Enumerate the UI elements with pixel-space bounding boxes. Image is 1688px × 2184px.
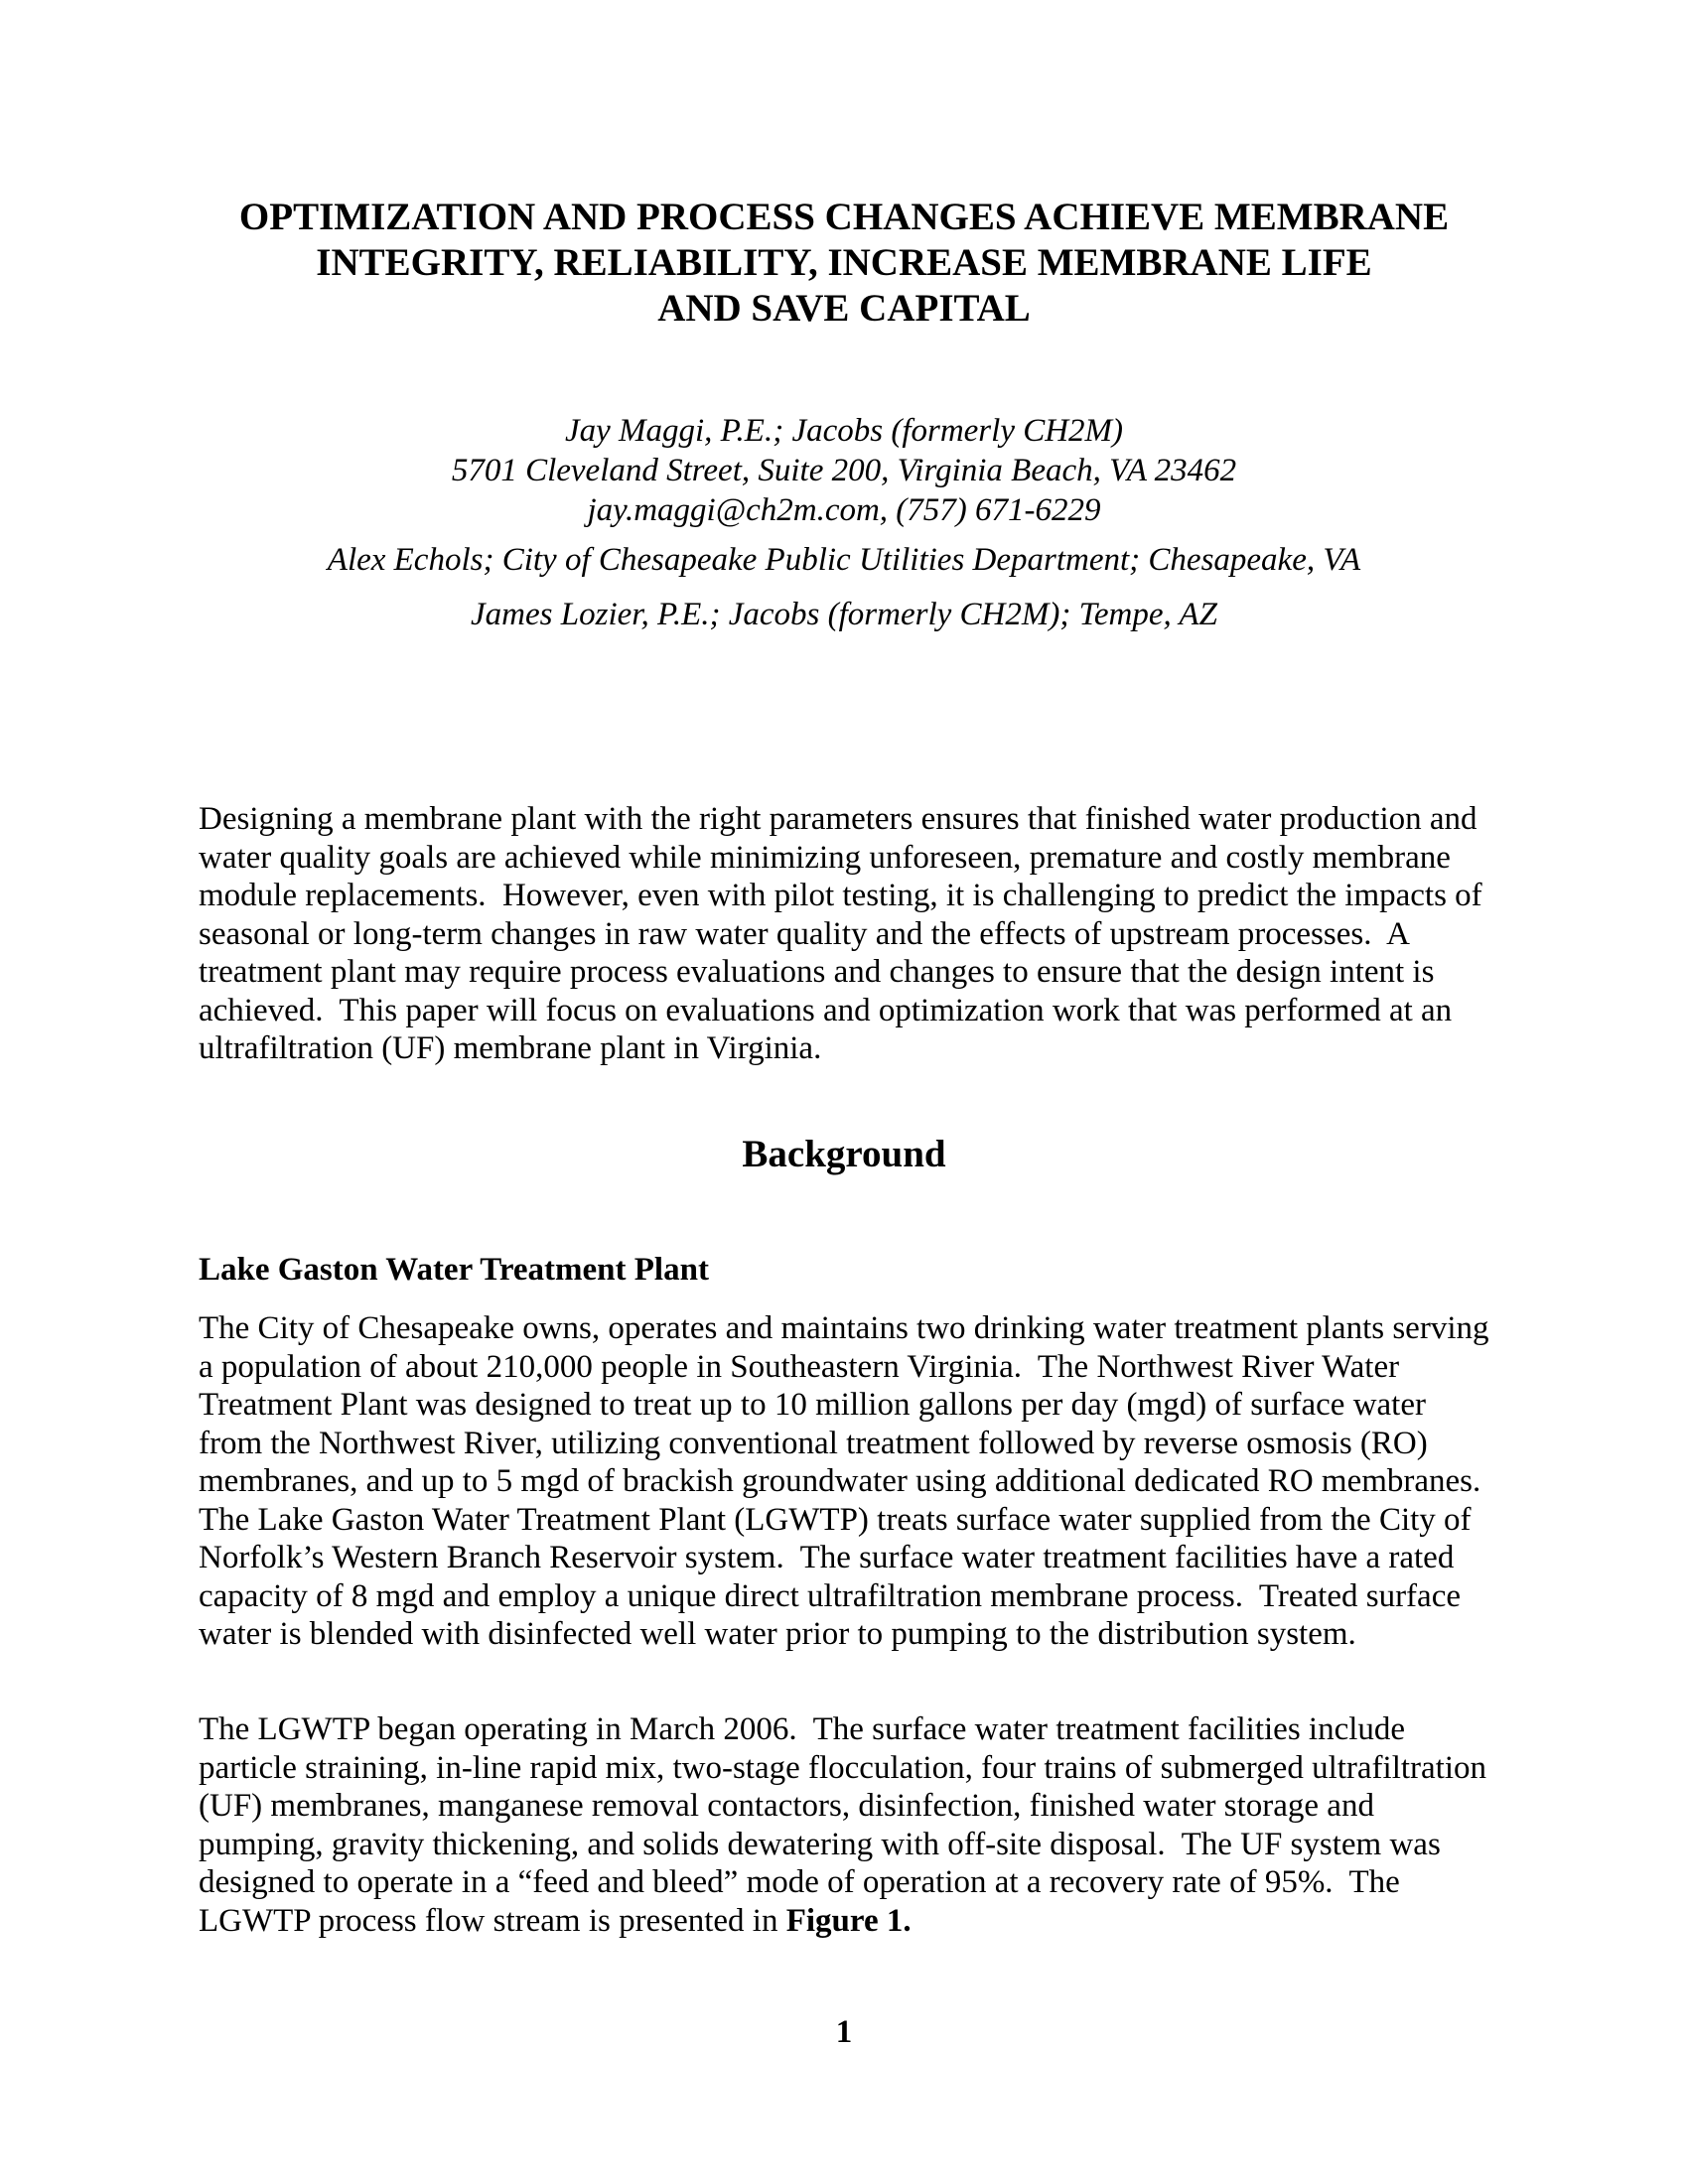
section-heading-background: Background xyxy=(742,1133,946,1176)
author-block-secondary xyxy=(199,540,1489,580)
author-block-tertiary xyxy=(199,595,1489,634)
title-line-1: OPTIMIZATION AND PROCESS CHANGES ACHIEVE MEMBRANE xyxy=(238,196,1450,238)
title-line-2: INTEGRITY, RELIABILITY, INCREASE MEMBRANE LIFE xyxy=(316,241,1372,284)
author-block-primary xyxy=(199,411,1489,530)
paragraph-text: The LGWTP began operating in March 2006. The surface water treatment facilities include particle straining, in-line rapid mix, two-stage flocculation, four trains of submerged ultrafiltration (UF) membranes, manganese removal contactors, disinfection, finished water storage and pumping, gravity thickening, and solids dewatering with off-site disposal. The UF system was designed to operate in a “feed and bleed” mode of operation at a recovery rate of 95%. The LGWTP process flow stream is presented in xyxy=(199,1711,1495,1939)
figure-1-reference: Figure 1. xyxy=(785,1902,912,1939)
author-name-affiliation: James Lozier, P.E.; Jacobs (formerly CH2M); Tempe, AZ xyxy=(471,597,1217,632)
page-number: 1 xyxy=(835,2014,853,2050)
author-address: 5701 Cleveland Street, Suite 200, Virginia Beach, VA 23462 xyxy=(451,453,1237,488)
author-name-affiliation: Alex Echols; City of Chesapeake Public Utilities Department; Chesapeake, VA xyxy=(327,542,1361,578)
author-name-affiliation: Jay Maggi, P.E.; Jacobs (formerly CH2M) xyxy=(564,413,1124,449)
paper-title xyxy=(199,195,1489,332)
paragraph-lgwtp-overview: The City of Chesapeake owns, operates and maintains two drinking water treatment plants serving a population of about 210,000 people in Southeastern Virginia. The Northwest River Water Treatment Plant was designed to treat up to 10 million gallons per day (mgd) of surface water from the Northwest River, utilizing conventional treatment followed by reverse osmosis (RO) membranes, and up to 5 mgd of brackish groundwater using additional dedicated RO membranes. The Lake Gaston Water Treatment Plant (LGWTP) treats surface water supplied from the City of Norfolk’s Western Branch Reservoir system. The surface water treatment facilities have a rated capacity of 8 mgd and employ a unique direct ultrafiltration membrane process. Treated surface water is blended with disinfected well water prior to pumping to the distribution system. xyxy=(199,1310,1497,1652)
abstract-paragraph: Designing a membrane plant with the right parameters ensures that finished water production and water quality goals are achieved while minimizing unforeseen, premature and costly membrane module replacements. However, even with pilot testing, it is challenging to predict the impacts of seasonal or long-term changes in raw water quality and the effects of upstream processes. A treatment plant may require process evaluations and changes to ensure that the design intent is achieved. This paper will focus on evaluations and optimization work that was performed at an ultrafiltration (UF) membrane plant in Virginia. xyxy=(199,801,1490,1066)
paragraph-lgwtp-operation xyxy=(199,1710,1495,1940)
title-line-3: AND SAVE CAPITAL xyxy=(657,287,1031,330)
author-contact: jay.maggi@ch2m.com, (757) 671-6229 xyxy=(587,492,1101,528)
subsection-heading-lgwtp: Lake Gaston Water Treatment Plant xyxy=(199,1252,709,1289)
